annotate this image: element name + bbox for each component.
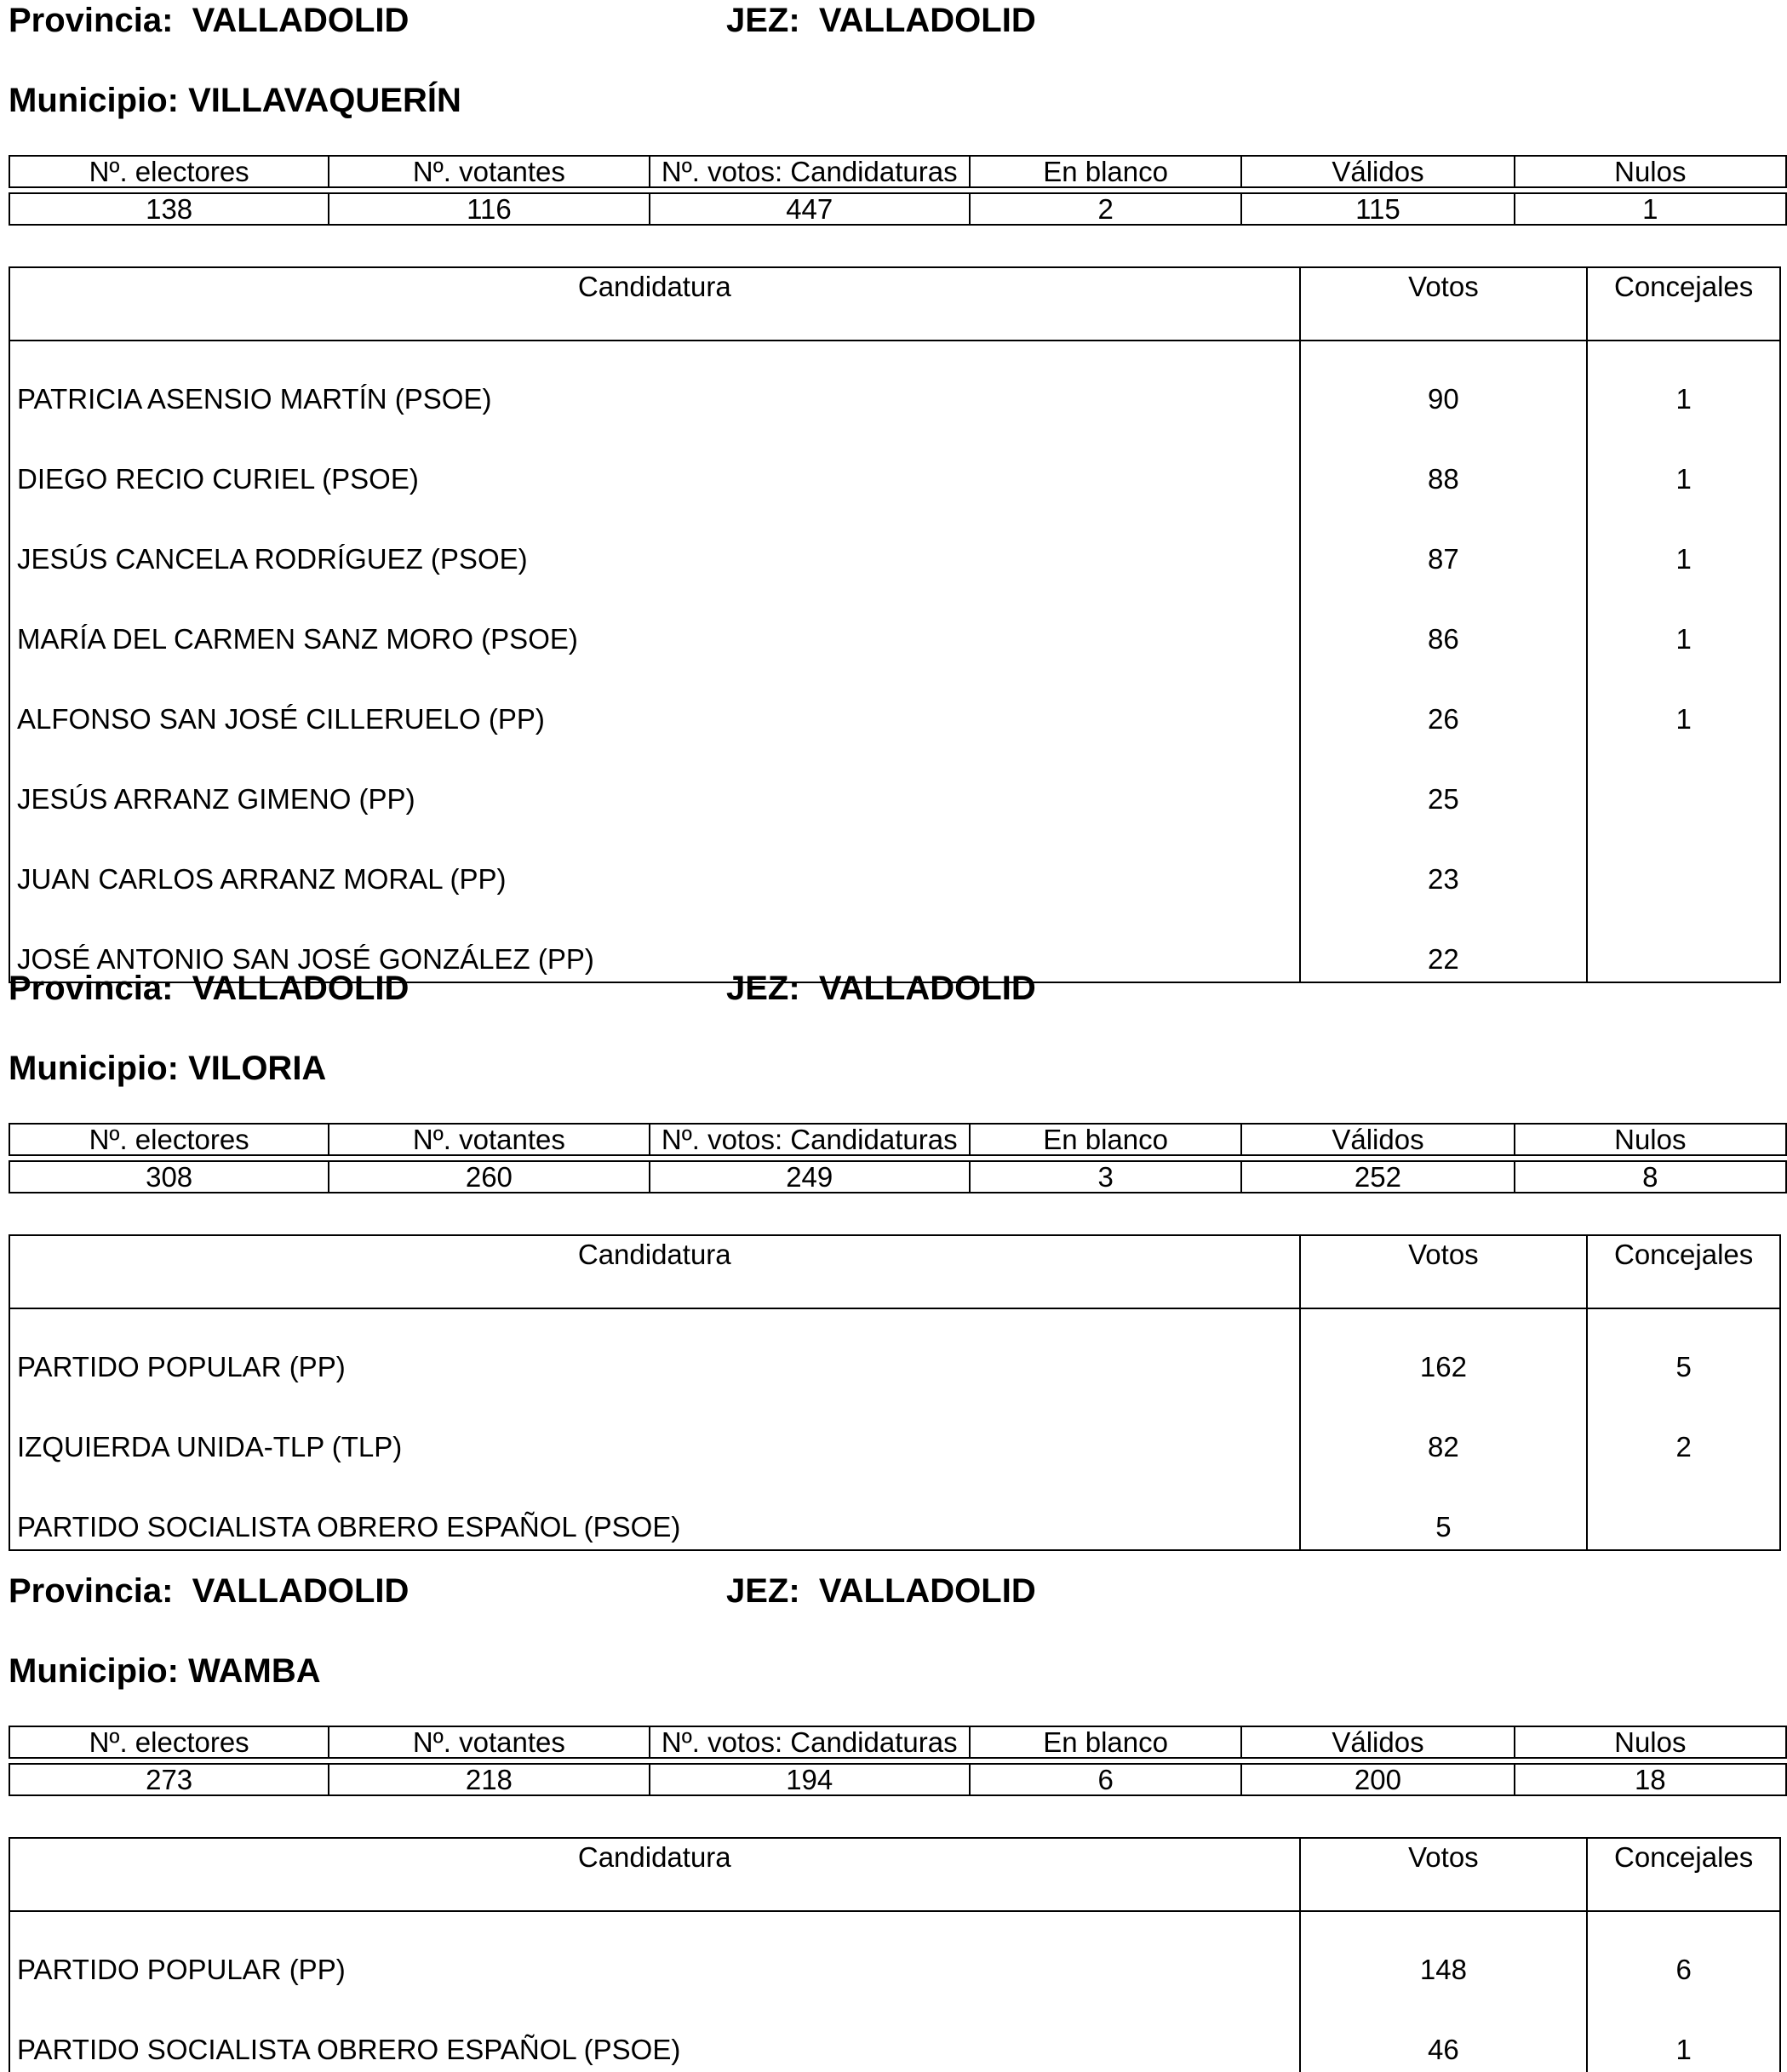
stats-value-cell: 308 xyxy=(9,1161,329,1193)
candidate-name: JESÚS ARRANZ GIMENO (PP) xyxy=(9,741,1300,821)
candidates-header-cell: Concejales xyxy=(1587,1235,1780,1308)
candidates-header-cell: Concejales xyxy=(1587,267,1780,341)
provincia-value: VALLADOLID xyxy=(192,1572,410,1610)
candidate-row xyxy=(9,1911,1780,1992)
stats-value-cell: 115 xyxy=(1241,193,1514,225)
candidate-name: PARTIDO POPULAR (PP) xyxy=(9,1911,1300,1992)
candidate-name: IZQUIERDA UNIDA-TLP (TLP) xyxy=(9,1389,1300,1469)
candidate-votos: 22 xyxy=(1300,901,1588,982)
candidate-concejales xyxy=(1587,741,1780,821)
candidates-header-cell: Votos xyxy=(1300,267,1588,341)
candidate-concejales xyxy=(1587,901,1780,982)
candidate-votos: 82 xyxy=(1300,1389,1588,1469)
provincia-label: Provincia: xyxy=(9,970,174,1007)
candidate-votos: 23 xyxy=(1300,821,1588,901)
candidate-row xyxy=(9,1389,1780,1469)
candidate-name: JOSÉ ANTONIO SAN JOSÉ GONZÁLEZ (PP) xyxy=(9,901,1300,982)
candidate-votos: 25 xyxy=(1300,741,1588,821)
stats-header-cell: Nº. votantes xyxy=(329,1726,649,1758)
candidates-header-cell: Votos xyxy=(1300,1838,1588,1911)
jez-value: VALLADOLID xyxy=(818,970,1036,1007)
stats-header-cell: Válidos xyxy=(1241,1124,1514,1155)
stats-value-cell: 2 xyxy=(970,193,1241,225)
stats-value-cell: 249 xyxy=(650,1161,970,1193)
stats-header-cell: Válidos xyxy=(1241,1726,1514,1758)
candidate-name: PATRICIA ASENSIO MARTÍN (PSOE) xyxy=(9,341,1300,421)
candidates-header-row xyxy=(9,1838,1780,1911)
stats-value-row xyxy=(9,1161,1786,1193)
candidate-name: MARÍA DEL CARMEN SANZ MORO (PSOE) xyxy=(9,581,1300,661)
provincia-value: VALLADOLID xyxy=(192,970,410,1007)
candidate-row xyxy=(9,341,1780,421)
jez-value: VALLADOLID xyxy=(818,2,1036,39)
candidates-table xyxy=(9,1837,1781,2072)
candidate-concejales: 6 xyxy=(1587,1911,1780,1992)
candidates-header-row xyxy=(9,1235,1780,1308)
provincia-heading xyxy=(9,0,409,41)
candidates-header-cell: Votos xyxy=(1300,1235,1588,1308)
provincia-value: VALLADOLID xyxy=(192,2,410,39)
stats-value-row xyxy=(9,193,1786,225)
candidate-concejales: 1 xyxy=(1587,341,1780,421)
provincia-label: Provincia: xyxy=(9,2,174,39)
municipio-heading xyxy=(9,1651,321,1691)
candidate-row xyxy=(9,1308,1780,1389)
jez-heading xyxy=(726,968,1036,1009)
candidate-concejales: 1 xyxy=(1587,661,1780,741)
candidate-row xyxy=(9,661,1780,741)
candidate-votos: 87 xyxy=(1300,501,1588,581)
jez-label: JEZ: xyxy=(726,1572,800,1610)
stats-value-cell: 273 xyxy=(9,1764,329,1795)
candidate-votos: 88 xyxy=(1300,421,1588,501)
candidates-header-cell: Candidatura xyxy=(9,267,1300,341)
stats-value-cell: 447 xyxy=(650,193,970,225)
candidate-name: PARTIDO POPULAR (PP) xyxy=(9,1308,1300,1389)
candidate-votos: 26 xyxy=(1300,661,1588,741)
candidate-concejales: 1 xyxy=(1587,421,1780,501)
stats-value-cell: 260 xyxy=(329,1161,649,1193)
candidate-name: JUAN CARLOS ARRANZ MORAL (PP) xyxy=(9,821,1300,901)
candidates-table xyxy=(9,266,1781,983)
stats-header-cell: En blanco xyxy=(970,1124,1241,1155)
candidate-name: DIEGO RECIO CURIEL (PSOE) xyxy=(9,421,1300,501)
candidate-votos: 86 xyxy=(1300,581,1588,661)
stats-header-cell: En blanco xyxy=(970,1726,1241,1758)
provincia-heading xyxy=(9,1571,409,1611)
municipio-label: Municipio: xyxy=(9,82,179,119)
jez-value: VALLADOLID xyxy=(818,1572,1036,1610)
candidate-votos: 162 xyxy=(1300,1308,1588,1389)
jez-heading xyxy=(726,0,1036,41)
stats-value-cell: 1 xyxy=(1515,193,1786,225)
stats-header-cell: Nº. votos: Candidaturas xyxy=(650,1124,970,1155)
jez-label: JEZ: xyxy=(726,2,800,39)
candidates-header-cell: Concejales xyxy=(1587,1838,1780,1911)
candidate-concejales: 1 xyxy=(1587,501,1780,581)
stats-header-row xyxy=(9,1726,1786,1758)
candidate-name: JESÚS CANCELA RODRÍGUEZ (PSOE) xyxy=(9,501,1300,581)
provincia-heading xyxy=(9,968,409,1009)
stats-header-cell: Nº. electores xyxy=(9,156,329,187)
candidate-concejales: 1 xyxy=(1587,1992,1780,2072)
candidate-concejales: 2 xyxy=(1587,1389,1780,1469)
jez-label: JEZ: xyxy=(726,970,800,1007)
stats-value-cell: 252 xyxy=(1241,1161,1514,1193)
stats-value-cell: 116 xyxy=(329,193,649,225)
candidate-votos: 5 xyxy=(1300,1469,1588,1550)
candidates-header-cell: Candidatura xyxy=(9,1838,1300,1911)
candidate-concejales xyxy=(1587,1469,1780,1550)
stats-header-cell: Nulos xyxy=(1515,156,1786,187)
candidate-name: PARTIDO SOCIALISTA OBRERO ESPAÑOL (PSOE) xyxy=(9,1469,1300,1550)
stats-value-cell: 8 xyxy=(1515,1161,1786,1193)
provincia-label: Provincia: xyxy=(9,1572,174,1610)
municipio-heading xyxy=(9,1048,326,1089)
stats-header-cell: Nº. votantes xyxy=(329,1124,649,1155)
stats-header-cell: Nº. electores xyxy=(9,1124,329,1155)
candidate-name: PARTIDO SOCIALISTA OBRERO ESPAÑOL (PSOE) xyxy=(9,1992,1300,2072)
stats-header-cell: Nº. votantes xyxy=(329,156,649,187)
municipio-value: VILLAVAQUERÍN xyxy=(188,82,461,119)
stats-header-row xyxy=(9,1124,1786,1155)
candidate-name: ALFONSO SAN JOSÉ CILLERUELO (PP) xyxy=(9,661,1300,741)
stats-value-cell: 194 xyxy=(650,1764,970,1795)
municipio-value: WAMBA xyxy=(188,1652,321,1690)
municipio-label: Municipio: xyxy=(9,1050,179,1087)
municipio-value: VILORIA xyxy=(188,1050,327,1087)
stats-value-cell: 138 xyxy=(9,193,329,225)
candidate-concejales xyxy=(1587,821,1780,901)
stats-value-cell: 3 xyxy=(970,1161,1241,1193)
municipio-label: Municipio: xyxy=(9,1652,179,1690)
stats-value-cell: 6 xyxy=(970,1764,1241,1795)
candidate-votos: 148 xyxy=(1300,1911,1588,1992)
stats-header-cell: En blanco xyxy=(970,156,1241,187)
stats-header-cell: Válidos xyxy=(1241,156,1514,187)
stats-header-cell: Nº. electores xyxy=(9,1726,329,1758)
stats-header-cell: Nulos xyxy=(1515,1726,1786,1758)
candidate-row xyxy=(9,1469,1780,1550)
candidate-concejales: 1 xyxy=(1587,581,1780,661)
candidate-concejales: 5 xyxy=(1587,1308,1780,1389)
candidate-votos: 90 xyxy=(1300,341,1588,421)
municipio-heading xyxy=(9,80,461,121)
stats-header-cell: Nº. votos: Candidaturas xyxy=(650,1726,970,1758)
stats-table xyxy=(9,155,1787,226)
candidates-header-row xyxy=(9,267,1780,341)
candidates-header-cell: Candidatura xyxy=(9,1235,1300,1308)
candidate-votos: 46 xyxy=(1300,1992,1588,2072)
candidate-row xyxy=(9,821,1780,901)
stats-header-cell: Nº. votos: Candidaturas xyxy=(650,156,970,187)
candidate-row xyxy=(9,741,1780,821)
stats-value-cell: 218 xyxy=(329,1764,649,1795)
jez-heading xyxy=(726,1571,1036,1611)
stats-header-cell: Nulos xyxy=(1515,1124,1786,1155)
candidate-row xyxy=(9,1992,1780,2072)
candidate-row xyxy=(9,501,1780,581)
stats-value-row xyxy=(9,1764,1786,1795)
stats-header-row xyxy=(9,156,1786,187)
stats-table xyxy=(9,1726,1787,1796)
candidates-table xyxy=(9,1234,1781,1551)
candidate-row xyxy=(9,581,1780,661)
stats-table xyxy=(9,1123,1787,1193)
candidate-row xyxy=(9,421,1780,501)
stats-value-cell: 18 xyxy=(1515,1764,1786,1795)
stats-value-cell: 200 xyxy=(1241,1764,1514,1795)
